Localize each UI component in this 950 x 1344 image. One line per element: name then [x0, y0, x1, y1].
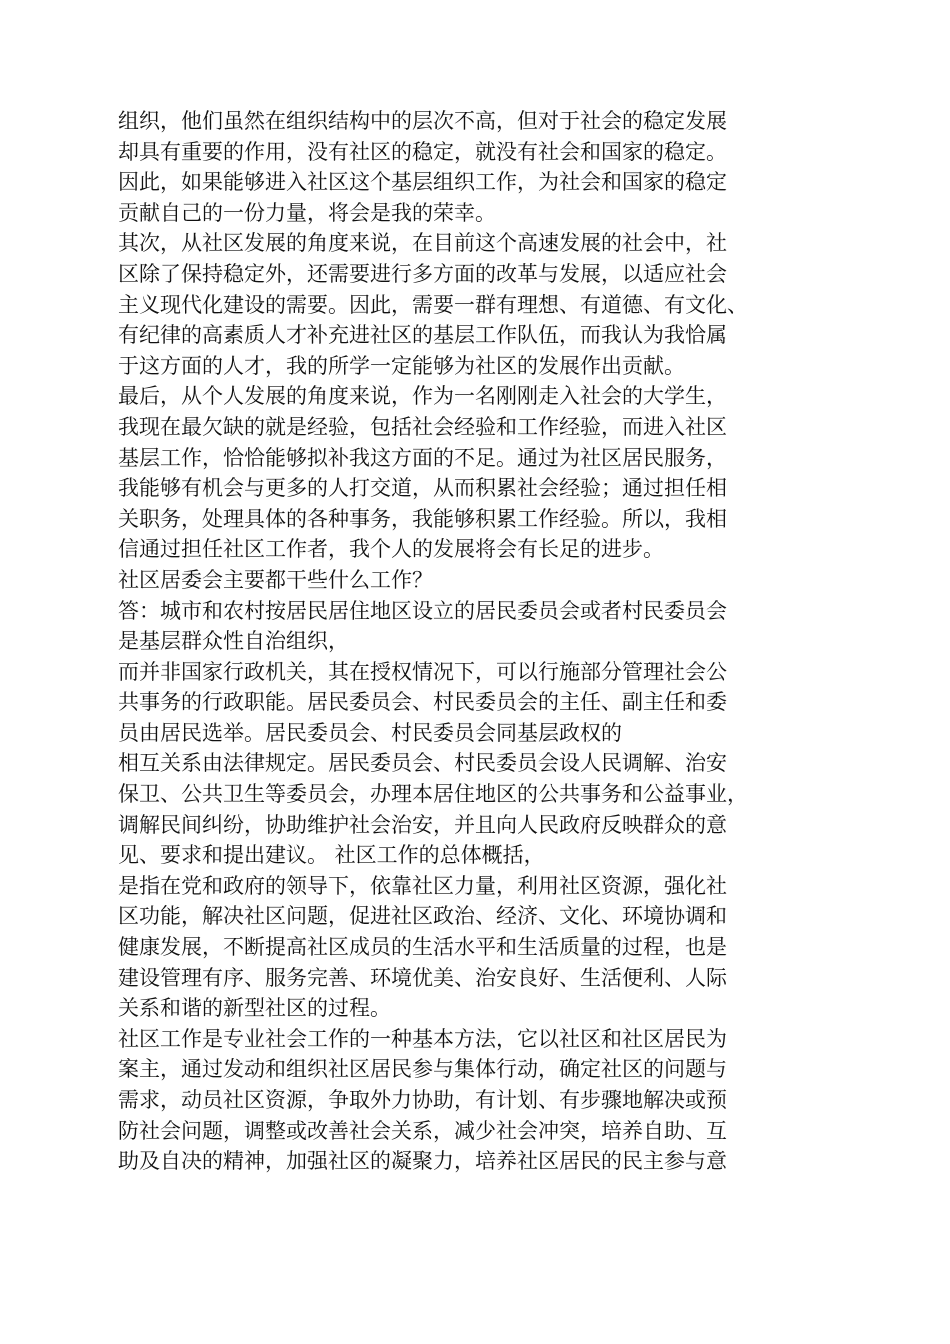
text-line: 我能够有机会与更多的人打交道，从而积累社会经验；通过担任相: [118, 476, 727, 501]
text-line: 健康发展，不断提高社区成员的生活水平和生活质量的过程，也是: [118, 935, 727, 960]
text-line: 信通过担任社区工作者，我个人的发展将会有长足的进步。: [118, 537, 664, 562]
text-line: 关系和谐的新型社区的过程。: [118, 996, 391, 1021]
text-line: 组织，他们虽然在组织结构中的层次不高，但对于社会的稳定发展: [118, 109, 727, 133]
text-line: 我现在最欠缺的就是经验，包括社会经验和工作经验，而进入社区: [118, 414, 727, 439]
text-line: 其次，从社区发展的角度来说，在目前这个高速发展的社会中，社: [118, 231, 727, 256]
text-line: 是指在党和政府的领导下，依靠社区力量，利用社区资源，强化社: [118, 873, 727, 898]
text-line: 基层工作，恰恰能够拟补我这方面的不足。通过为社区居民服务，: [118, 445, 727, 470]
text-line: 保卫、公共卫生等委员会，办理本居住地区的公共事务和公益事业，: [118, 782, 748, 807]
text-line: 社区工作是专业社会工作的一种基本方法，它以社区和社区居民为: [118, 1026, 727, 1051]
text-line: 有纪律的高素质人才补充进社区的基层工作队伍，而我认为我恰属: [118, 323, 727, 348]
text-line: 区除了保持稳定外，还需要进行多方面的改革与发展，以适应社会: [118, 261, 727, 286]
text-line: 区功能，解决社区问题，促进社区政治、经济、文化、环境协调和: [118, 904, 727, 929]
text-line: 共事务的行政职能。居民委员会、村民委员会的主任、副主任和委: [118, 690, 727, 715]
text-line: 案主，通过发动和组织社区居民参与集体行动，确定社区的问题与: [118, 1057, 727, 1082]
text-line: 关职务，处理具体的各种事务，我能够积累工作经验。所以，我相: [118, 506, 727, 531]
text-line: 贡献自己的一份力量，将会是我的荣幸。: [118, 200, 496, 225]
text-line: 见、要求和提出建议。 社区工作的总体概括，: [118, 843, 545, 868]
text-line: 却具有重要的作用，没有社区的稳定，就没有社会和国家的稳定。: [118, 139, 727, 164]
text-line: 因此，如果能够进入社区这个基层组织工作，为社会和国家的稳定: [118, 170, 727, 195]
text-line: 答：城市和农村按居民居住地区设立的居民委员会或者村民委员会: [118, 598, 727, 623]
text-line: 需求，动员社区资源，争取外力协助，有计划、有步骤地解决或预: [118, 1088, 727, 1112]
document-body: [118, 106, 858, 1177]
text-line: 员由居民选举。居民委员会、村民委员会同基层政权的: [118, 720, 622, 745]
text-line: 建设管理有序、服务完善、环境优美、治安良好、生活便利、人际: [118, 965, 727, 990]
text-line: 防社会问题，调整或改善社会关系，减少社会冲突，培养自助、互: [118, 1118, 727, 1143]
text-line: 社区居委会主要都干些什么工作？: [118, 567, 433, 592]
text-line: 主义现代化建设的需要。因此，需要一群有理想、有道德、有文化、: [118, 292, 748, 317]
text-line: 相互关系由法律规定。居民委员会、村民委员会设人民调解、治安: [118, 751, 727, 776]
text-line: 于这方面的人才，我的所学一定能够为社区的发展作出贡献。: [118, 353, 685, 378]
text-line: 而并非国家行政机关，其在授权情况下，可以行施部分管理社会公: [118, 659, 727, 684]
text-line: 是基层群众性自治组织，: [118, 629, 349, 654]
text-line: 助及自决的精神，加强社区的凝聚力，培养社区居民的民主参与意: [118, 1149, 727, 1174]
text-line: 最后，从个人发展的角度来说，作为一名刚刚走入社会的大学生，: [118, 384, 727, 409]
text-line: 调解民间纠纷，协助维护社会治安，并且向人民政府反映群众的意: [118, 812, 727, 837]
